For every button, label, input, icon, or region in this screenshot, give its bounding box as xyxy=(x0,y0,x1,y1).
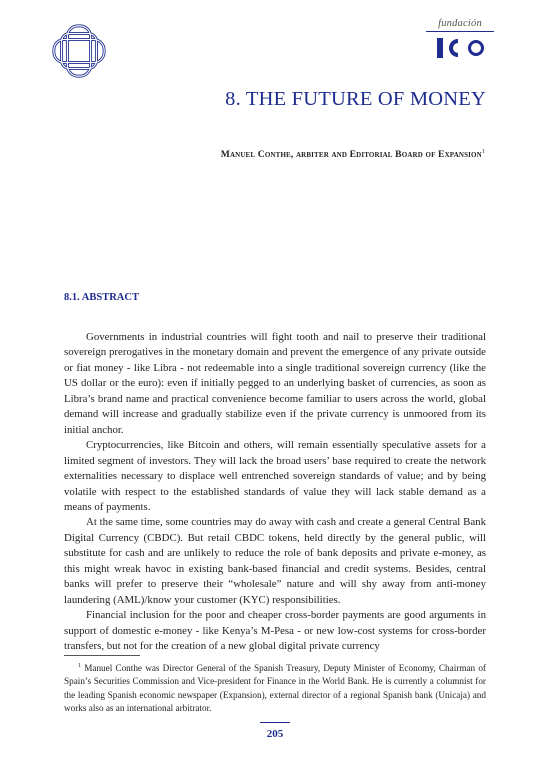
paragraph: At the same time, some countries may do away with cash and create a general Central Bank Digital Currency (CBDC). But retail CBDC tokens, held directly by the general public, will substitute for cash and are unlikely to reduce the role of bank deposits and private e-money, as this might wreak havoc in existing bank-based financial and credit systems. Besides, central banks will prefer to preserve their “wholesale” nature and will shy away from anti-money laundering (AML)/know your customer (KYC) responsibilities. xyxy=(64,516,486,606)
abstract-body xyxy=(64,330,486,655)
fundacion-label: fundación xyxy=(438,18,482,29)
paragraph: Governments in industrial countries will fight tooth and nail to preserve their traditional sovereign prerogatives in the monetary domain and prevent the emergence of any private outside or fiat money - like Libra - not redeemable into a single traditional sovereign currency (like the US dollar or the euro): even if initially pegged to an underlying basket of currencies, as soon as Libra’s brand name and practical convenience become familiar to users across the world, global demand will increase and gradually stabilize even if the private currency is unmoored from its initial anchor. xyxy=(64,331,486,436)
footnote xyxy=(64,660,486,715)
fundacion-ico-logo xyxy=(420,18,500,58)
page-number: 205 xyxy=(266,728,284,740)
footnote-divider xyxy=(64,655,140,656)
author-line xyxy=(221,149,485,160)
author-text: Manuel Conthe, arbiter and Editorial Board of Expansion xyxy=(220,149,482,161)
author-footnote-marker: 1 xyxy=(481,149,485,155)
footnote-text: Manuel Conthe was Director General of the Spanish Treasury, Deputy Minister of Economy, Chairman of Spain’s Securities Commission and Vice-president for Finance in the World Bank. He is currently a columnist for the leading Spanish economic newspaper (Expansion), external director of a regional Spanish bank (Unicaja) and works also as an international arbitrator. xyxy=(64,663,486,713)
knot-logo-icon xyxy=(50,22,108,80)
ico-mark-icon xyxy=(420,38,500,58)
chapter-title: 8. THE FUTURE OF MONEY xyxy=(225,88,486,110)
paragraph: Cryptocurrencies, like Bitcoin and others, will remain essentially speculative assets for a limited segment of investors. They will lack the broad users’ base required to create the network externalities necessary to displace well entrenched sovereign standards of value; and by being volatile with respect to the established standards of value they will lack stable demand as a means of payments. xyxy=(64,439,486,513)
page-number-rule xyxy=(260,722,290,723)
ico-c-icon xyxy=(447,38,460,58)
footnote-marker: 1 xyxy=(78,663,81,669)
ico-i-icon xyxy=(437,38,443,58)
logo-underline xyxy=(426,31,494,32)
section-heading: 8.1. ABSTRACT xyxy=(64,292,139,303)
ico-o-icon xyxy=(468,40,484,56)
paragraph: Financial inclusion for the poor and cheaper cross-border payments are good arguments in support of domestic e-money - like Kenya’s M-Pesa - or new low-cost systems for cross-border transfers, but not for the creation of a new global digital private currency xyxy=(64,609,486,653)
